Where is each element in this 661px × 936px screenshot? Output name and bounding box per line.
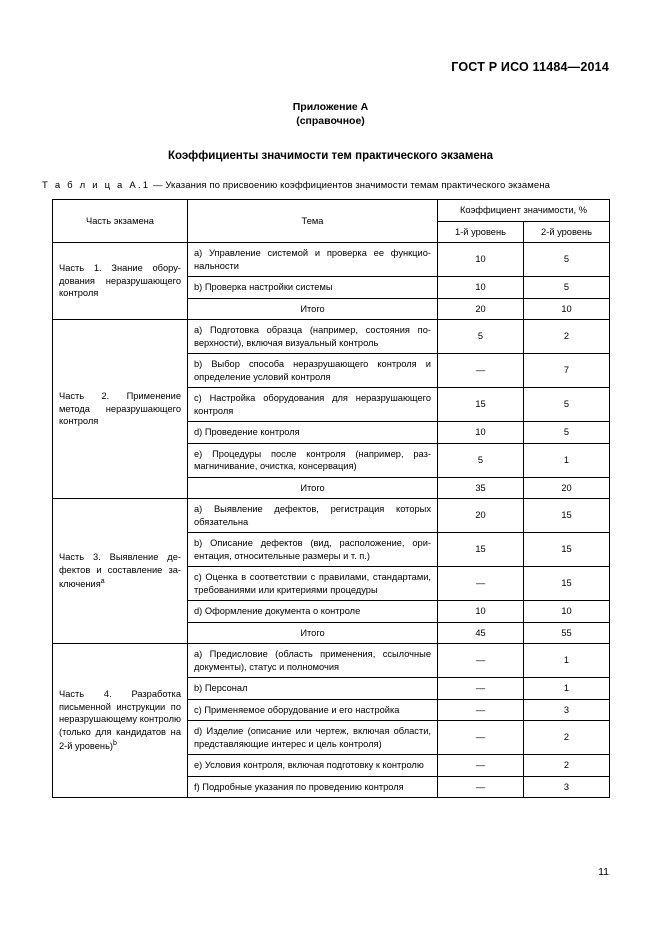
table-caption — [42, 180, 550, 191]
theme-label: d) Изделие (описание или чертеж, включая области, представляющие интерес и цель контроля) — [188, 721, 438, 755]
part-label — [53, 644, 188, 798]
table-row — [53, 499, 610, 533]
theme-label: b) Персонал — [188, 678, 438, 700]
value-level-1: — — [438, 776, 524, 798]
value-level-1: — — [438, 567, 524, 601]
theme-label: b) Описание дефектов (вид, расположение, ориентация, относительные размеры и т. п.) — [188, 533, 438, 567]
table-caption-label: Т а б л и ц а А.1 — [42, 180, 151, 191]
appendix-label: Приложение А — [292, 101, 369, 113]
value-level-2: 1 — [524, 678, 610, 700]
table-caption-text: — Указания по присвоению коэффициентов значимости темам практического экзамена — [150, 180, 550, 191]
value-level-1: 15 — [438, 388, 524, 422]
header-theme: Тема — [188, 200, 438, 243]
table-header-row — [53, 200, 610, 222]
table-row — [53, 644, 610, 678]
value-level-2: 5 — [524, 277, 610, 299]
table-row — [53, 320, 610, 354]
table-row — [53, 243, 610, 277]
theme-label: c) Применяемое оборудование и его настройка — [188, 699, 438, 721]
theme-label: c) Настройка оборудования для неразрушающего контроля — [188, 388, 438, 422]
value-level-2: 15 — [524, 567, 610, 601]
page-title: Коэффициенты значимости тем практического экзамена — [167, 150, 494, 162]
value-level-1: — — [438, 354, 524, 388]
total-level-2: 10 — [524, 298, 610, 320]
value-level-1: 10 — [438, 243, 524, 277]
theme-label: e) Условия контроля, включая подготовку к контролю — [188, 755, 438, 777]
value-level-2: 2 — [524, 755, 610, 777]
total-label: Итого — [188, 622, 438, 644]
theme-label: d) Проведение контроля — [188, 422, 438, 444]
value-level-1: 10 — [438, 422, 524, 444]
total-label: Итого — [188, 477, 438, 499]
value-level-1: 5 — [438, 320, 524, 354]
value-level-2: 2 — [524, 721, 610, 755]
total-level-2: 20 — [524, 477, 610, 499]
total-level-1: 20 — [438, 298, 524, 320]
theme-label: e) Процедуры после контроля (например, размагничивание, очистка, консервация) — [188, 443, 438, 477]
total-level-2: 55 — [524, 622, 610, 644]
page-number: 11 — [598, 866, 609, 878]
value-level-2: 1 — [524, 644, 610, 678]
part-label: Часть 2. Применение метода неразрушающего контроля — [53, 320, 188, 499]
theme-label: d) Оформление документа о контроле — [188, 601, 438, 623]
total-label: Итого — [188, 298, 438, 320]
footnote-marker-a: a — [100, 578, 105, 586]
value-level-2: 10 — [524, 601, 610, 623]
total-level-1: 35 — [438, 477, 524, 499]
value-level-2: 3 — [524, 699, 610, 721]
value-level-1: 10 — [438, 277, 524, 299]
value-level-1: — — [438, 644, 524, 678]
header-level-1: 1-й уровень — [438, 221, 524, 243]
value-level-2: 7 — [524, 354, 610, 388]
value-level-1: 5 — [438, 443, 524, 477]
header-level-2: 2-й уровень — [524, 221, 610, 243]
part-label-text: Часть 3. Выявление дефектов и составление заключения — [59, 552, 181, 590]
part-label: Часть 1. Знание оборудования неразрушающего контроля — [53, 243, 188, 320]
value-level-1: 15 — [438, 533, 524, 567]
theme-label: a) Управление системой и проверка ее функциональности — [188, 243, 438, 277]
theme-label: f) Подробные указания по проведению контроля — [188, 776, 438, 798]
value-level-2: 15 — [524, 533, 610, 567]
standard-designation: ГОСТ Р ИСО 11484—2014 — [451, 60, 609, 74]
value-level-2: 5 — [524, 243, 610, 277]
theme-label: a) Выявление дефектов, регистрация которых обязательна — [188, 499, 438, 533]
value-level-2: 1 — [524, 443, 610, 477]
value-level-2: 5 — [524, 388, 610, 422]
value-level-2: 15 — [524, 499, 610, 533]
value-level-1: — — [438, 678, 524, 700]
value-level-1: 10 — [438, 601, 524, 623]
table-body — [53, 243, 610, 798]
header-part: Часть экзамена — [53, 200, 188, 243]
theme-label: a) Подготовка образца (например, состояния поверхности), включая визуальный контроль — [188, 320, 438, 354]
theme-label: b) Выбор способа неразрушающего контроля и определение условий контроля — [188, 354, 438, 388]
value-level-1: — — [438, 721, 524, 755]
value-level-2: 2 — [524, 320, 610, 354]
theme-label: b) Проверка настройки системы — [188, 277, 438, 299]
theme-label: a) Предисловие (область применения, ссылочные документы), статус и полномочия — [188, 644, 438, 678]
header-coefficient: Коэффициент значимости, % — [438, 200, 610, 222]
value-level-1: 20 — [438, 499, 524, 533]
appendix-heading — [0, 100, 661, 128]
theme-label: c) Оценка в соответствии с правилами, стандартами, требованиями или критериями процедуры — [188, 567, 438, 601]
value-level-2: 5 — [524, 422, 610, 444]
total-level-1: 45 — [438, 622, 524, 644]
part-label — [53, 499, 188, 644]
value-level-1: — — [438, 755, 524, 777]
appendix-kind: (справочное) — [296, 115, 365, 127]
footnote-marker-b: b — [113, 740, 117, 748]
part-label-text: Часть 4. Разработка письменной инструкции по неразрушающему контролю (только для кандидатов на 2-й уровень) — [59, 689, 181, 752]
value-level-1: — — [438, 699, 524, 721]
value-level-2: 3 — [524, 776, 610, 798]
coefficients-table — [52, 199, 610, 798]
